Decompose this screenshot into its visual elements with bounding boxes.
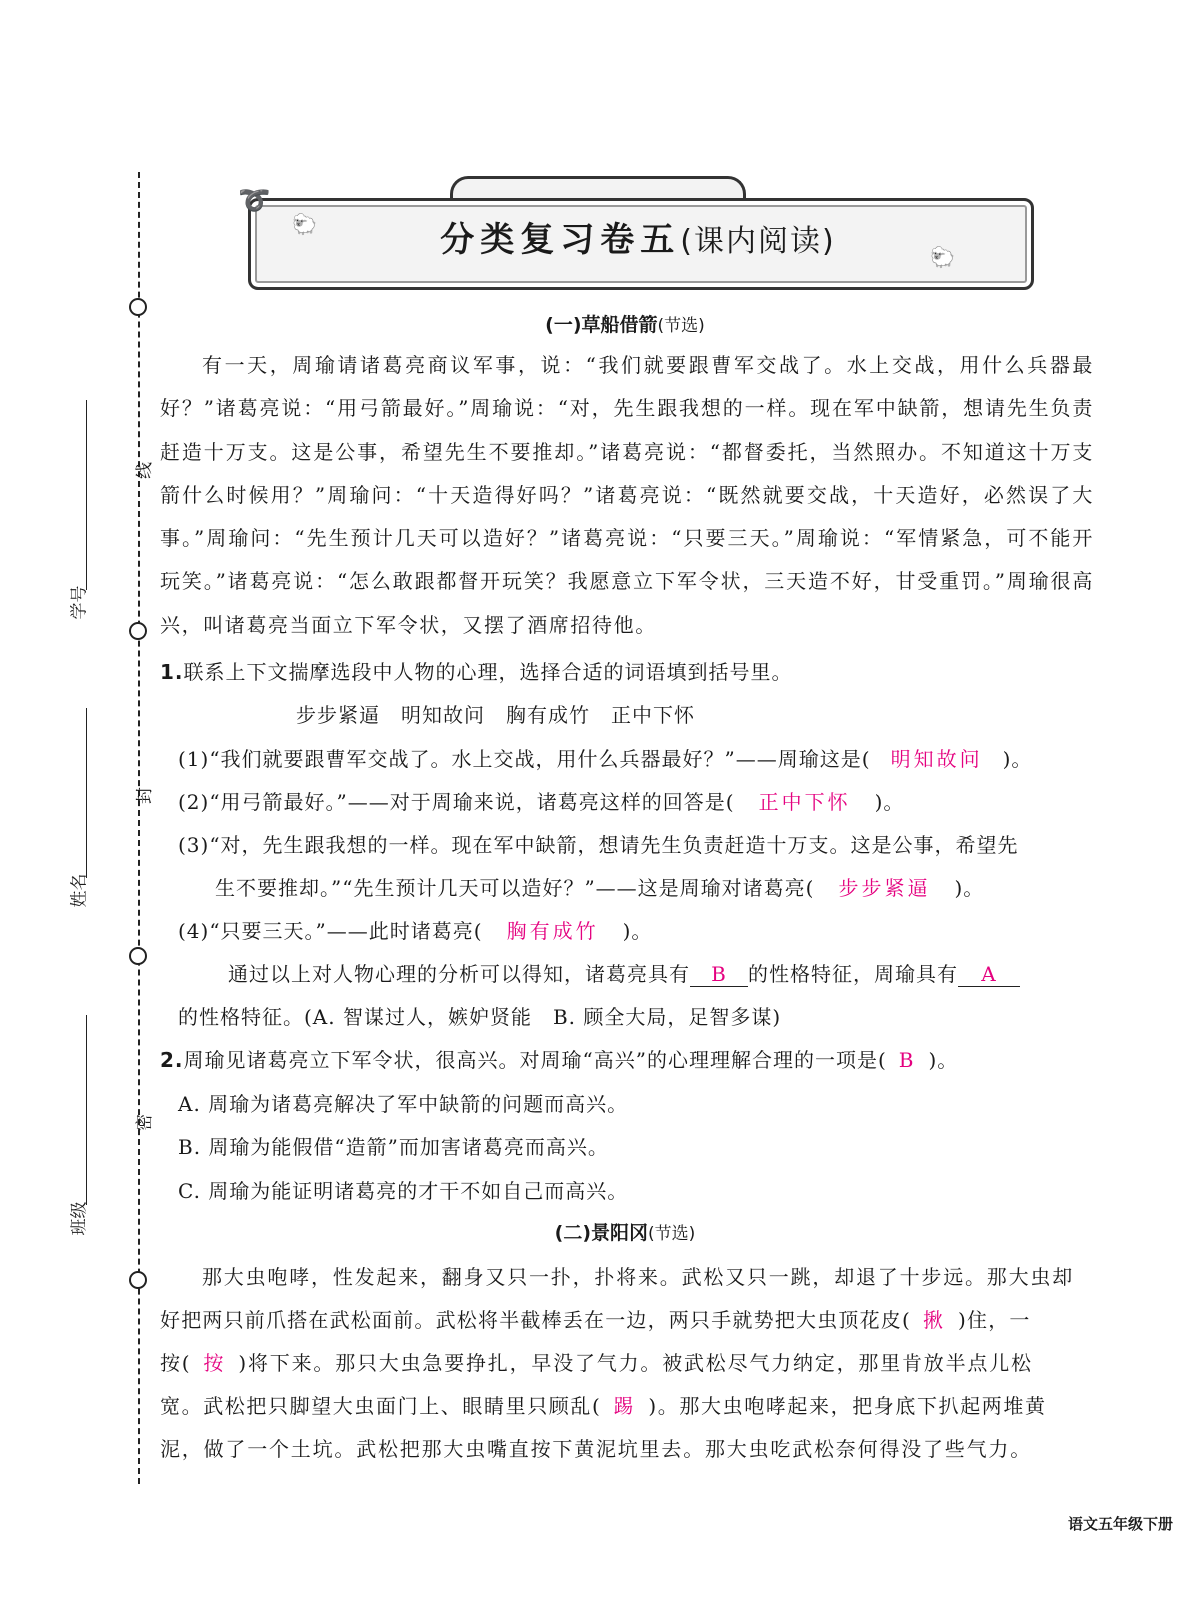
passage-2-line-2: 好把两只前爪搭在武松面前。武松将半截棒丢在一边，两只手就势把大虫顶花皮( 揪 )住，一 (160, 1308, 1031, 1332)
sheep-icon: 🐑 (292, 212, 317, 236)
answer-q2: B (898, 1048, 917, 1072)
passage-2-line-1: 那大虫咆哮，性发起来，翻身又只一扑，扑将来。武松又只一跳，却退了十步远。那大虫却 (202, 1265, 1074, 1289)
ribbon-icon: ➰ (238, 186, 271, 216)
binding-hole (129, 947, 147, 965)
section-heading-2: (二)景阳冈(节选) (554, 1222, 696, 1244)
question-2: 2.周瑜见诸葛亮立下军令状，很高兴。对周瑜“高兴”的心理理解合理的一项是( B )。 (160, 1048, 959, 1072)
q1-item-1: (1)“我们就要跟曹军交战了。水上交战，用什么兵器最好？”——周瑜这是( 明知故问 )。 (178, 747, 1033, 771)
student-id-line (86, 400, 87, 590)
binding-hole (129, 298, 147, 316)
binding-hole (129, 622, 147, 640)
question-1: 1.联系上下文揣摩选段中人物的心理，选择合适的词语填到括号里。 (160, 660, 793, 684)
q1-item-4: (4)“只要三天。”——此时诸葛亮( 胸有成竹 )。 (178, 919, 653, 943)
q1-item-3a: (3)“对，先生跟我想的一样。现在军中缺箭，想请先生负责赶造十万支。这是公事，希望先 (178, 833, 1019, 857)
name-line (86, 708, 87, 878)
answer-4: 胸有成竹 (506, 919, 599, 943)
word-bank: 步步紧逼 明知故问 胸有成竹 正中下怀 (296, 703, 695, 727)
option-a: A. 周瑜为诸葛亮解决了军中缺箭的问题而高兴。 (178, 1092, 629, 1116)
q1-summary-options: 的性格特征。(A. 智谋过人，嫉妒贤能 B. 顾全大局，足智多谋) (178, 1005, 782, 1029)
passage-1: 有一天，周瑜请诸葛亮商议军事，说：“我们就要跟曹军交战了。水上交战，用什么兵器最好？”诸葛亮说：“用弓箭最好。”周瑜说：“对，先生跟我想的一样。现在军中缺箭，想请先生负责赶造十万支。这是公事，希望先生不要推却。”诸葛亮说：“都督委托，当然照办。不知道这十万支箭什么时候用？”周瑜问：“十天造得好吗？”诸葛亮说：“既然就要交战，十天造好，必然误了大事。”周瑜问：“先生预计几天可以造好？”诸葛亮说：“只要三天。”周瑜说：“军情紧急，可不能开玩笑。”诸葛亮说：“怎么敢跟都督开玩笑？我愿意立下军令状，三天造不好，甘受重罚。”周瑜很高兴，叫诸葛亮当面立下军令状，又摆了酒席招待他。 (160, 353, 1094, 637)
option-c: C. 周瑜为能证明诸葛亮的才干不如自己而高兴。 (178, 1179, 629, 1203)
section-heading-1: (一)草船借箭(节选) (545, 314, 705, 336)
q1-summary: 通过以上对人物心理的分析可以得知，诸葛亮具有 B 的性格特征，周瑜具有 A (228, 958, 1020, 987)
student-id-label: 学号 (69, 585, 90, 620)
option-b: B. 周瑜为能假借“造箭”而加害诸葛亮而高兴。 (178, 1135, 609, 1159)
q1-item-3b: 生不要推却。”“先生预计几天可以造好？”——这是周瑜对诸葛亮( 步步紧逼 )。 (215, 876, 985, 900)
q1-item-2: (2)“用弓箭最好。”——对于周瑜来说，诸葛亮这样的回答是( 正中下怀 )。 (178, 790, 905, 814)
binding-hole (129, 1271, 147, 1289)
answer-an: 按 (203, 1351, 227, 1375)
answer-ti: 踢 (613, 1394, 637, 1418)
answer-jiu: 揪 (923, 1308, 947, 1332)
passage-2-line-5: 泥，做了一个土坑。武松把那大虫嘴直按下黄泥坑里去。那大虫吃武松奈何得没了些气力。 (160, 1437, 1032, 1461)
answer-3: 步步紧逼 (838, 876, 931, 900)
class-line (86, 1015, 87, 1205)
class-label: 班级 (69, 1201, 90, 1236)
blank-1: B (690, 962, 748, 987)
binding-char-xian: 线 (135, 462, 155, 479)
blank-2: A (958, 962, 1020, 987)
footer-subject: 语文五年级下册 (1067, 1515, 1173, 1533)
passage-2-line-3: 按( 按 )将下来。那只大虫急要挣扎，早没了气力。被武松尽气力纳定，那里肯放半点儿松 (160, 1351, 1033, 1375)
passage-2-line-4: 宽。武松把只脚望大虫面门上、眼睛里只顾乱( 踢 )。那大虫咆哮起来，把身底下扒起两堆黄 (160, 1394, 1047, 1418)
sheep-icon: 🐑 (930, 245, 955, 269)
answer-1: 明知故问 (890, 747, 983, 771)
page-title: 分类复习卷五(课内阅读) (440, 220, 836, 260)
name-label: 姓名 (69, 873, 90, 908)
answer-2: 正中下怀 (758, 790, 851, 814)
binding-char-mi: 密 (135, 1114, 155, 1131)
binding-char-feng: 封 (135, 787, 155, 804)
